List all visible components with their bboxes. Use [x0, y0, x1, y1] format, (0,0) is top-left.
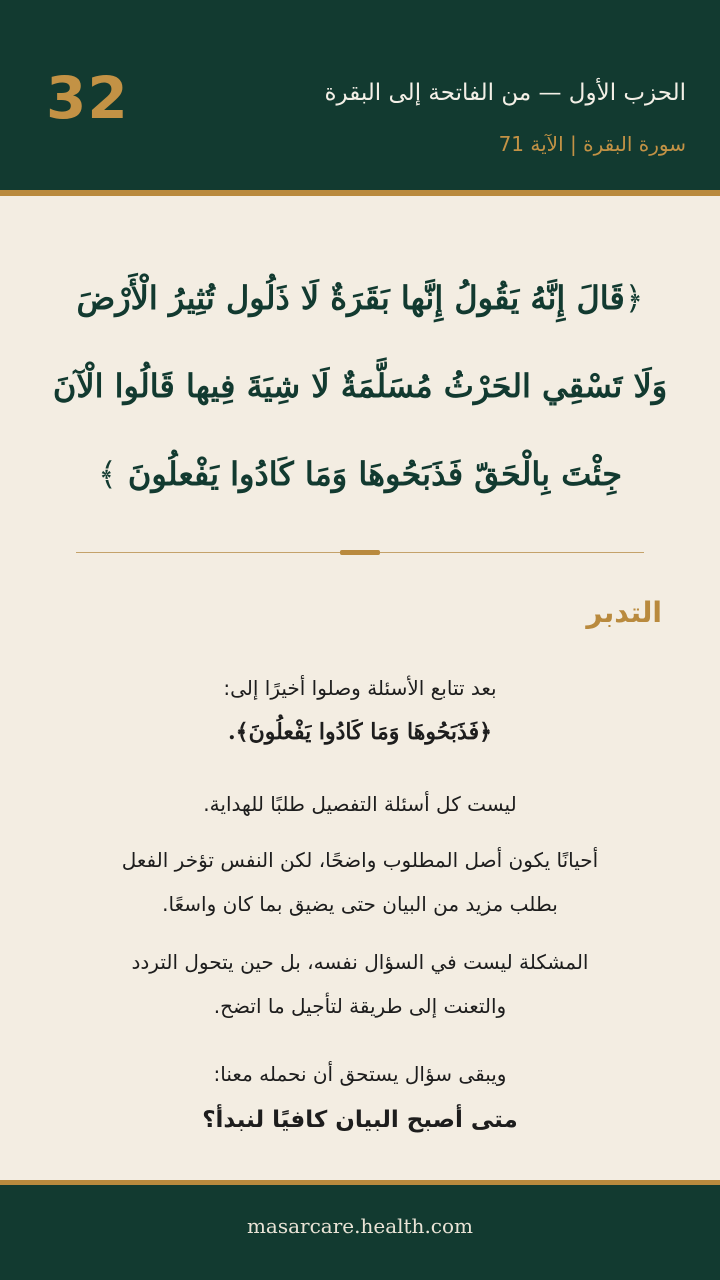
reflection-paragraph-2: ليست كل أسئلة التفصيل طلبًا للهداية. — [203, 792, 517, 816]
website-link[interactable]: masarcare.health.com — [246, 1214, 474, 1238]
reflection-paragraph-4: المشكلة ليست في السؤال نفسه، بل حين يتحول التردد والتعنت إلى طريقة لتأجيل ما اتضح. — [131, 950, 589, 1018]
verse-open-bracket: ﴿ — [624, 279, 644, 317]
verse-line-1: ﴿قَالَ إِنَّهُ يَقُولُ إِنَّها بَقَرَةٌ لَا ذَلُول تُثِيرُ الْأَرْضَ — [76, 279, 644, 317]
verse-line-2: وَلَا تَسْقِي الحَرْثُ مُسَلَّمَةٌ لَا شِيَةَ فِيها قَالُوا الْآنَ — [52, 367, 668, 405]
footer-gold-rule — [0, 1180, 720, 1185]
closing-question: متى أصبح البيان كافيًا لنبدأ؟ — [202, 1107, 518, 1133]
surah-reference: سورة البقرة | الآية 71 — [498, 132, 686, 156]
hizb-title: الحزب الأول — من الفاتحة إلى البقرة — [324, 80, 686, 106]
divider-ornament — [340, 550, 380, 555]
quoted-verse: ﴿فَذَبَحُوهَا وَمَا كَادُوا يَفْعلُونَ﴾. — [228, 719, 492, 745]
quran-verse — [40, 254, 680, 518]
reflection-paragraph-1: بعد تتابع الأسئلة وصلوا أخيرًا إلى: ﴿فَذَبَحُوهَا وَمَا كَادُوا يَفْعلُونَ﴾. — [60, 666, 660, 754]
page-number: 32 — [46, 64, 129, 132]
verse-line-3: جِئْتَ بِالْحَقّ فَذَبَحُوهَا وَمَا كَادُوا يَفْعلُونَ ﴾ — [97, 455, 623, 493]
header-gold-rule — [0, 190, 720, 196]
reflection-paragraph-3: أحيانًا يكون أصل المطلوب واضحًا، لكن النفس تؤخر الفعل بطلب مزيد من البيان حتى يضيق بما كان واسعًا. — [121, 848, 599, 916]
reflection-title: التدبر — [586, 596, 662, 629]
reflection-paragraph-5: ويبقى سؤال يستحق أن نحمله معنا: — [213, 1062, 507, 1086]
verse-close-bracket: ﴾ — [97, 455, 117, 493]
